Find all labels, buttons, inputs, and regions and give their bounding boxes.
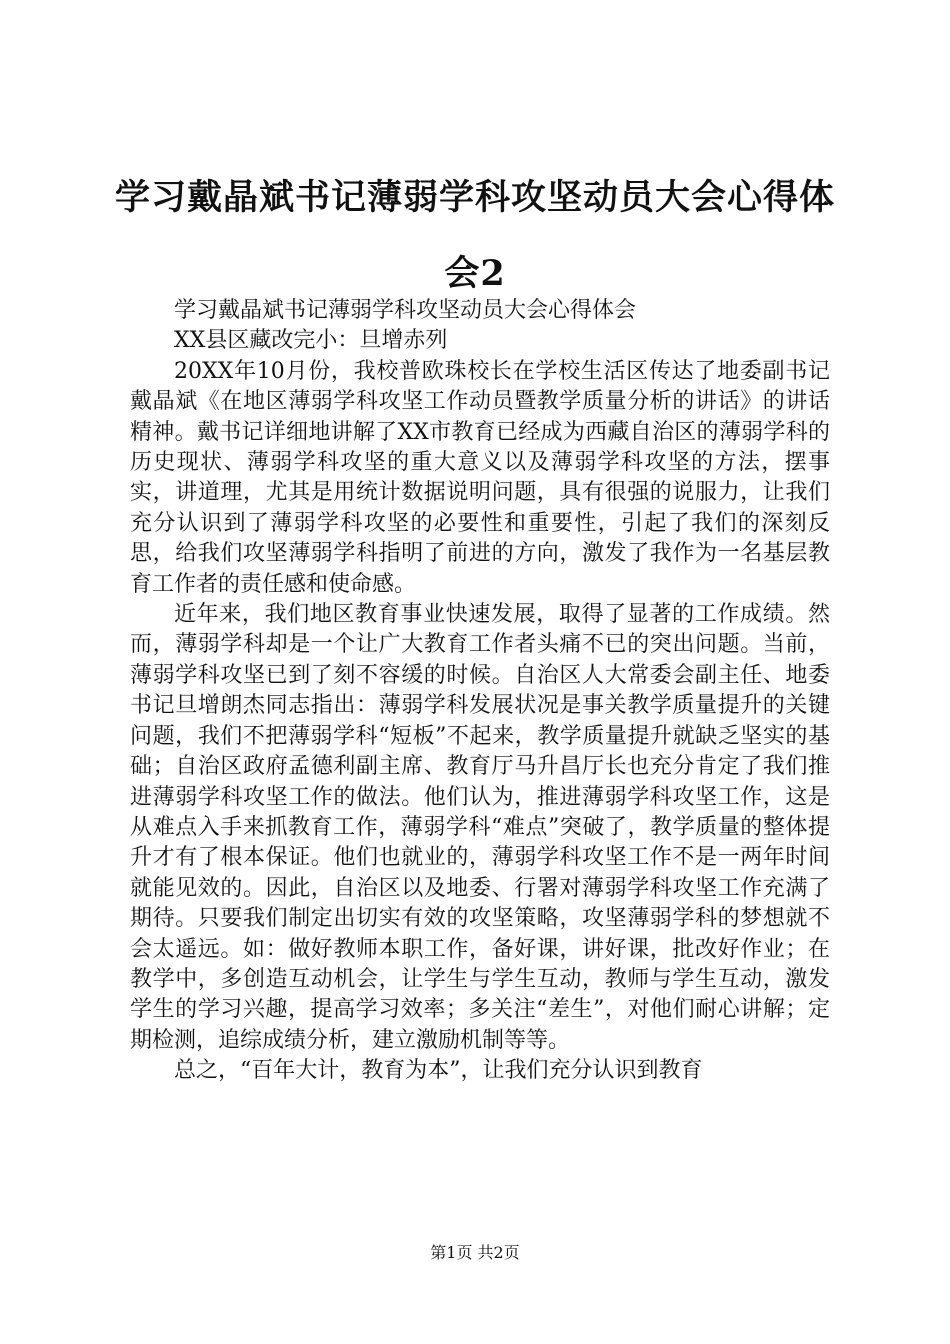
- body-paragraph: 近年来，我们地区教育事业快速发展，取得了显著的工作成绩。然而，薄弱学科却是一个让广大教育工作者头痛不已的突出问题。当前，薄弱学科攻坚已到了刻不容缓的时候。自治区人大常委会副主任、地委书记旦增朗杰同志指出：薄弱学科发展状况是事关教学质量提升的关键问题，我们不把薄弱学科“短板”不起来，教学质量提升就缺乏坚实的基础；自治区政府孟德利副主席、教育厅马升昌厅长也充分肯定了我们推进薄弱学科攻坚工作的做法。他们认为，推进薄弱学科攻坚工作，这是从难点入手来抓教育工作，薄弱学科“难点”突破了，教学质量的整体提升才有了根本保证。他们也就业的，薄弱学科攻坚工作不是一两年时间就能见效的。因此，自治区以及地委、行署对薄弱学科攻坚工作充满了期待。只要我们制定出切实有效的攻坚策略，攻坚薄弱学科的梦想就不会太遥远。如：做好教师本职工作，备好课，讲好课，批改好作业；在教学中，多创造互动机会，让学生与学生互动，教师与学生互动，激发学生的学习兴趣，提高学习效率；多关注“差生”，对他们耐心讲解；定期检测，追综成绩分析，建立激励机制等等。: [130, 602, 830, 1053]
- document-body: [130, 296, 830, 1087]
- page-indicator: 第1页 共2页: [430, 1243, 520, 1262]
- author-line: XX县区藏改完小：旦增赤列: [174, 328, 448, 354]
- document-subtitle: 学习戴晶斌书记薄弱学科攻坚动员大会心得体会: [174, 298, 637, 323]
- body-paragraph: 20XX年10月份，我校普欧珠校长在学校生活区传达了地委副书记戴晶斌《在地区薄弱学科攻坚工作动员暨教学质量分析的讲话》的讲话精神。戴书记详细地讲解了XX市教育已经成为西藏自治区的薄弱学科的历史现状、薄弱学科攻坚的重大意义以及薄弱学科攻坚的方法，摆事实，讲道理，尤其是用统计数据说明问题，具有很强的说服力，让我们充分认识到了薄弱学科攻坚的必要性和重要性，引起了我们的深刻反思，给我们攻坚薄弱学科指明了前进的方向，激发了我作为一名基层教育工作者的责任感和使命感。: [130, 358, 830, 597]
- body-paragraph: 总之，“百年大计，教育为本”，让我们充分认识到教育: [174, 1058, 703, 1084]
- document-title: 学习戴晶斌书记薄弱学科攻坚动员大会心得体会2: [114, 177, 835, 294]
